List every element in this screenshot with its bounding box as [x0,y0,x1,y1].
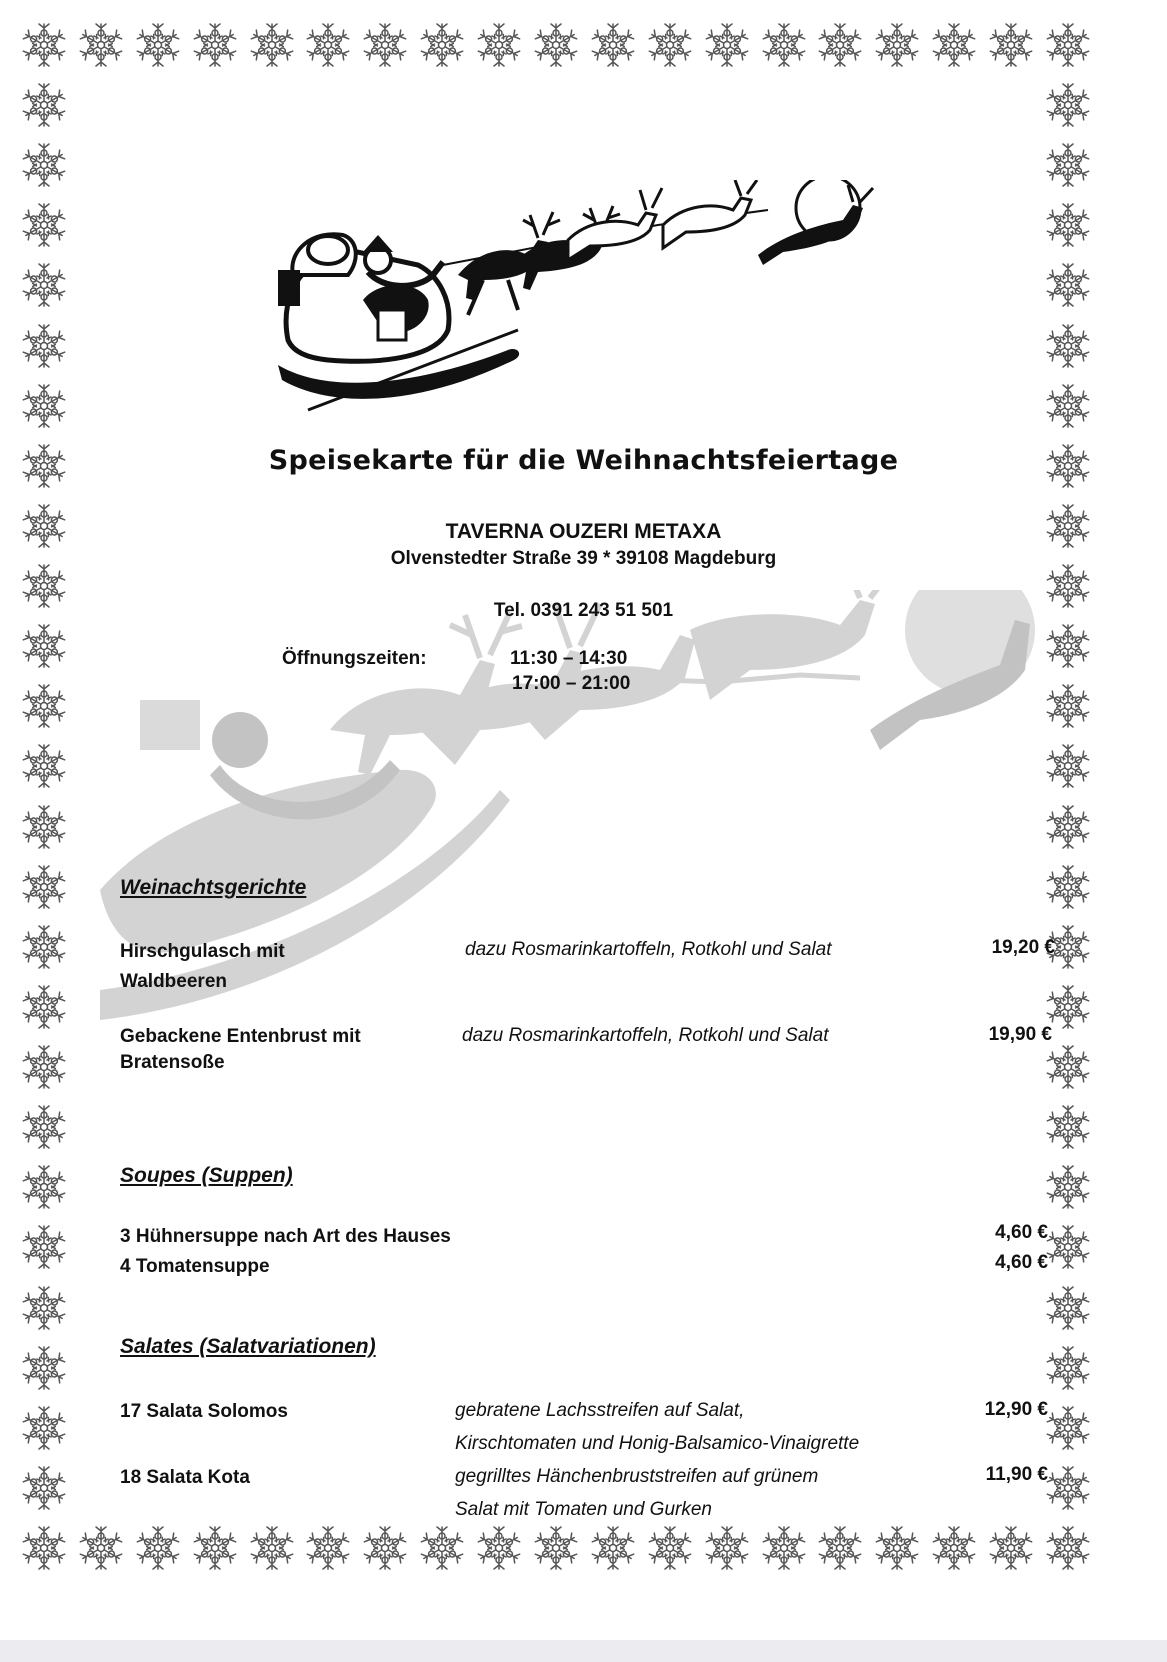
snowflake-icon [1043,20,1093,70]
snowflake-icon [474,1523,524,1573]
dish-name: 3 Hühnersuppe nach Art des Hauses [120,1226,451,1247]
dish-description: dazu Rosmarinkartoffeln, Rotkohl und Salat [465,939,832,960]
snowflake-icon [19,260,69,310]
dish-price: 19,20 € [991,937,1055,958]
dish-price: 4,60 € [995,1252,1048,1273]
santa-sleigh-illustration [268,180,898,415]
snowflake-icon [645,1523,695,1573]
dish-description-continued: Kirschtomaten und Honig-Balsamico-Vinaigrette [455,1433,860,1454]
snowflake-icon [759,20,809,70]
snowflake-icon [19,802,69,852]
snowflake-icon [19,200,69,250]
snowflake-icon [1043,1162,1093,1212]
dish-price: 4,60 € [995,1222,1048,1243]
snowflake-icon [190,20,240,70]
section-heading-christmas: Weinachtsgerichte [120,876,307,899]
dish-name: 17 Salata Solomos [120,1401,288,1422]
snowflake-icon [1043,321,1093,371]
snowflake-icon [19,381,69,431]
restaurant-address: Olvenstedter Straße 39 * 39108 Magdeburg [390,548,777,569]
snowflake-icon [929,1523,979,1573]
opening-hours-label: Öffnungszeiten: [282,648,427,669]
snowflake-icon [588,20,638,70]
snowflake-icon [19,1222,69,1272]
snowflake-icon [19,982,69,1032]
snowflake-icon [1043,260,1093,310]
snowflake-icon [1043,1463,1093,1513]
section-heading-salads: Salates (Salatvariationen) [120,1335,376,1358]
restaurant-name: TAVERNA OUZERI METAXA [445,520,722,543]
dish-price: 11,90 € [985,1464,1048,1485]
snowflake-icon [19,1403,69,1453]
snowflake-icon [417,1523,467,1573]
snowflake-icon [645,20,695,70]
snowflake-icon [76,20,126,70]
snowflake-icon [360,20,410,70]
snowflake-icon [19,621,69,671]
snowflake-icon [19,20,69,70]
snowflake-icon [190,1523,240,1573]
snowflake-icon [1043,1523,1093,1573]
viewer-bottom-strip [0,1640,1167,1662]
snowflake-icon [1043,1222,1093,1272]
dish-name-continued: Waldbeeren [120,971,227,992]
snowflake-icon [417,20,467,70]
snowflake-icon [702,1523,752,1573]
snowflake-icon [19,862,69,912]
dish-description: gebratene Lachsstreifen auf Salat, [455,1400,745,1421]
snowflake-icon [1043,381,1093,431]
restaurant-phone: Tel. 0391 243 51 501 [493,600,674,621]
snowflake-icon [19,1343,69,1393]
snowflake-icon [1043,80,1093,130]
snowflake-icon [531,20,581,70]
snowflake-icon [1043,1343,1093,1393]
dish-description: gegrilltes Hänchenbruststreifen auf grünem [455,1466,819,1487]
snowflake-icon [360,1523,410,1573]
snowflake-icon [19,1283,69,1333]
snowflake-icon [588,1523,638,1573]
snowflake-icon [19,321,69,371]
snowflake-icon [247,20,297,70]
snowflake-icon [702,20,752,70]
snowflake-icon [1043,200,1093,250]
snowflake-icon [19,1463,69,1513]
dish-name: Hirschgulasch mit [120,941,285,962]
menu-title: Speisekarte für die Weihnachtsfeiertage [268,445,899,476]
snowflake-icon [929,20,979,70]
snowflake-icon [19,140,69,190]
snowflake-icon [19,1042,69,1092]
dish-name: Gebackene Entenbrust mit [120,1026,361,1047]
dish-name: 4 Tomatensuppe [120,1256,270,1277]
snowflake-icon [133,20,183,70]
snowflake-icon [474,20,524,70]
snowflake-icon [19,1162,69,1212]
snowflake-icon [759,1523,809,1573]
snowflake-icon [986,1523,1036,1573]
snowflake-icon [815,1523,865,1573]
snowflake-icon [19,80,69,130]
dish-price: 12,90 € [984,1399,1048,1420]
snowflake-icon [1043,1283,1093,1333]
dish-name-continued: Bratensoße [120,1052,225,1073]
snowflake-icon [19,681,69,731]
dish-description: dazu Rosmarinkartoffeln, Rotkohl und Salat [462,1025,829,1046]
snowflake-icon [531,1523,581,1573]
snowflake-icon [1043,1403,1093,1453]
snowflake-icon [247,1523,297,1573]
snowflake-icon [19,1523,69,1573]
snowflake-icon [815,20,865,70]
snowflake-icon [19,741,69,791]
dish-price: 19,90 € [988,1024,1052,1045]
snowflake-icon [303,1523,353,1573]
snowflake-icon [19,922,69,972]
snowflake-icon [19,1102,69,1152]
dish-name: 18 Salata Kota [120,1467,250,1488]
section-heading-soups: Soupes (Suppen) [120,1164,293,1187]
snowflake-icon [133,1523,183,1573]
opening-hours-dinner: 17:00 – 21:00 [512,673,631,694]
snowflake-icon [872,1523,922,1573]
snowflake-icon [303,20,353,70]
snowflake-icon [1043,1042,1093,1092]
snowflake-icon [1043,1102,1093,1152]
snowflake-icon [986,20,1036,70]
snowflake-icon [76,1523,126,1573]
snowflake-icon [1043,140,1093,190]
snowflake-icon [872,20,922,70]
dish-description-continued: Salat mit Tomaten und Gurken [455,1499,712,1520]
opening-hours-lunch: 11:30 – 14:30 [510,648,628,669]
